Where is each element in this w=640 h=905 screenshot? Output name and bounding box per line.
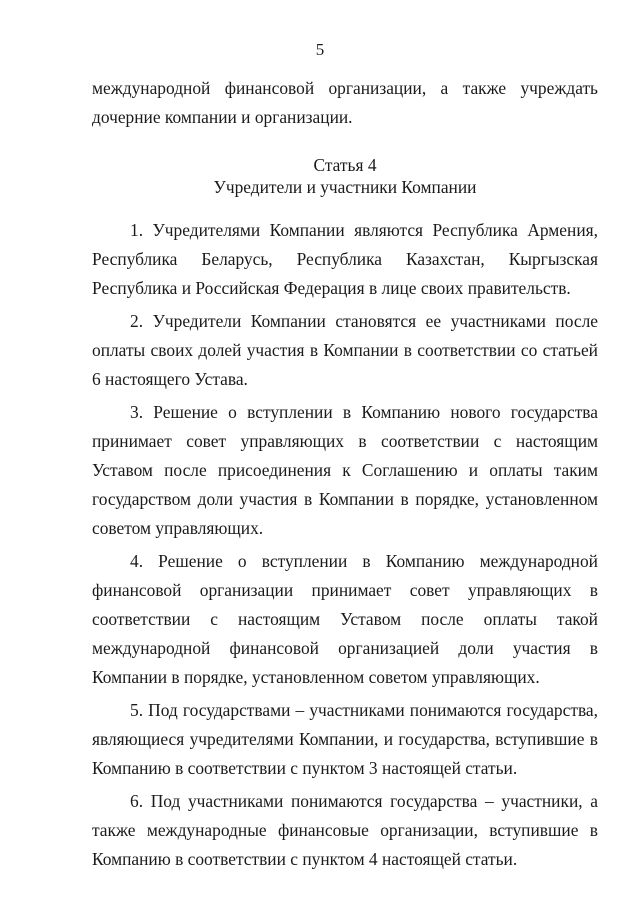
article-title: Учредители и участники Компании	[213, 177, 477, 197]
paragraph-2: 2. Учредители Компании становятся ее участниками после оплаты своих долей участия в Компании в соответствии со статьей 6 настоящего Устава.	[92, 311, 598, 389]
continuation-paragraph: международной финансовой организации, а также учреждать дочерние компании и организации.	[92, 78, 598, 127]
document-body	[92, 74, 598, 874]
paragraph-3: 3. Решение о вступлении в Компанию нового государства принимает совет управляющих в соответствии с настоящим Уставом после присоединения к Соглашению и оплаты таким государством доли участия в Компании в порядке, установленном советом управляющих.	[92, 402, 598, 538]
paragraph-6: 6. Под участниками понимаются государства – участники, а также международные финансовые организации, вступившие в Компанию в соответствии с пунктом 4 настоящей статьи.	[92, 791, 598, 869]
page-number: 5	[315, 40, 325, 59]
paragraph-5: 5. Под государствами – участниками понимаются государства, являющиеся учредителями Компании, и государства, вступившие в Компанию в соответствии с пунктом 3 настоящей статьи.	[92, 700, 598, 778]
paragraph-4: 4. Решение о вступлении в Компанию международной финансовой организации принимает совет управляющих в соответствии с настоящим Уставом после оплаты такой международной финансовой организацией доли участия в Компании в порядке, установленном советом управляющих.	[92, 551, 598, 687]
article-heading	[92, 154, 598, 198]
article-number: Статья 4	[313, 155, 377, 175]
paragraph-1: 1. Учредителями Компании являются Республика Армения, Республика Беларусь, Республика Казахстан, Кыргызская Республика и Российская Федерация в лице своих правительств.	[92, 220, 598, 298]
